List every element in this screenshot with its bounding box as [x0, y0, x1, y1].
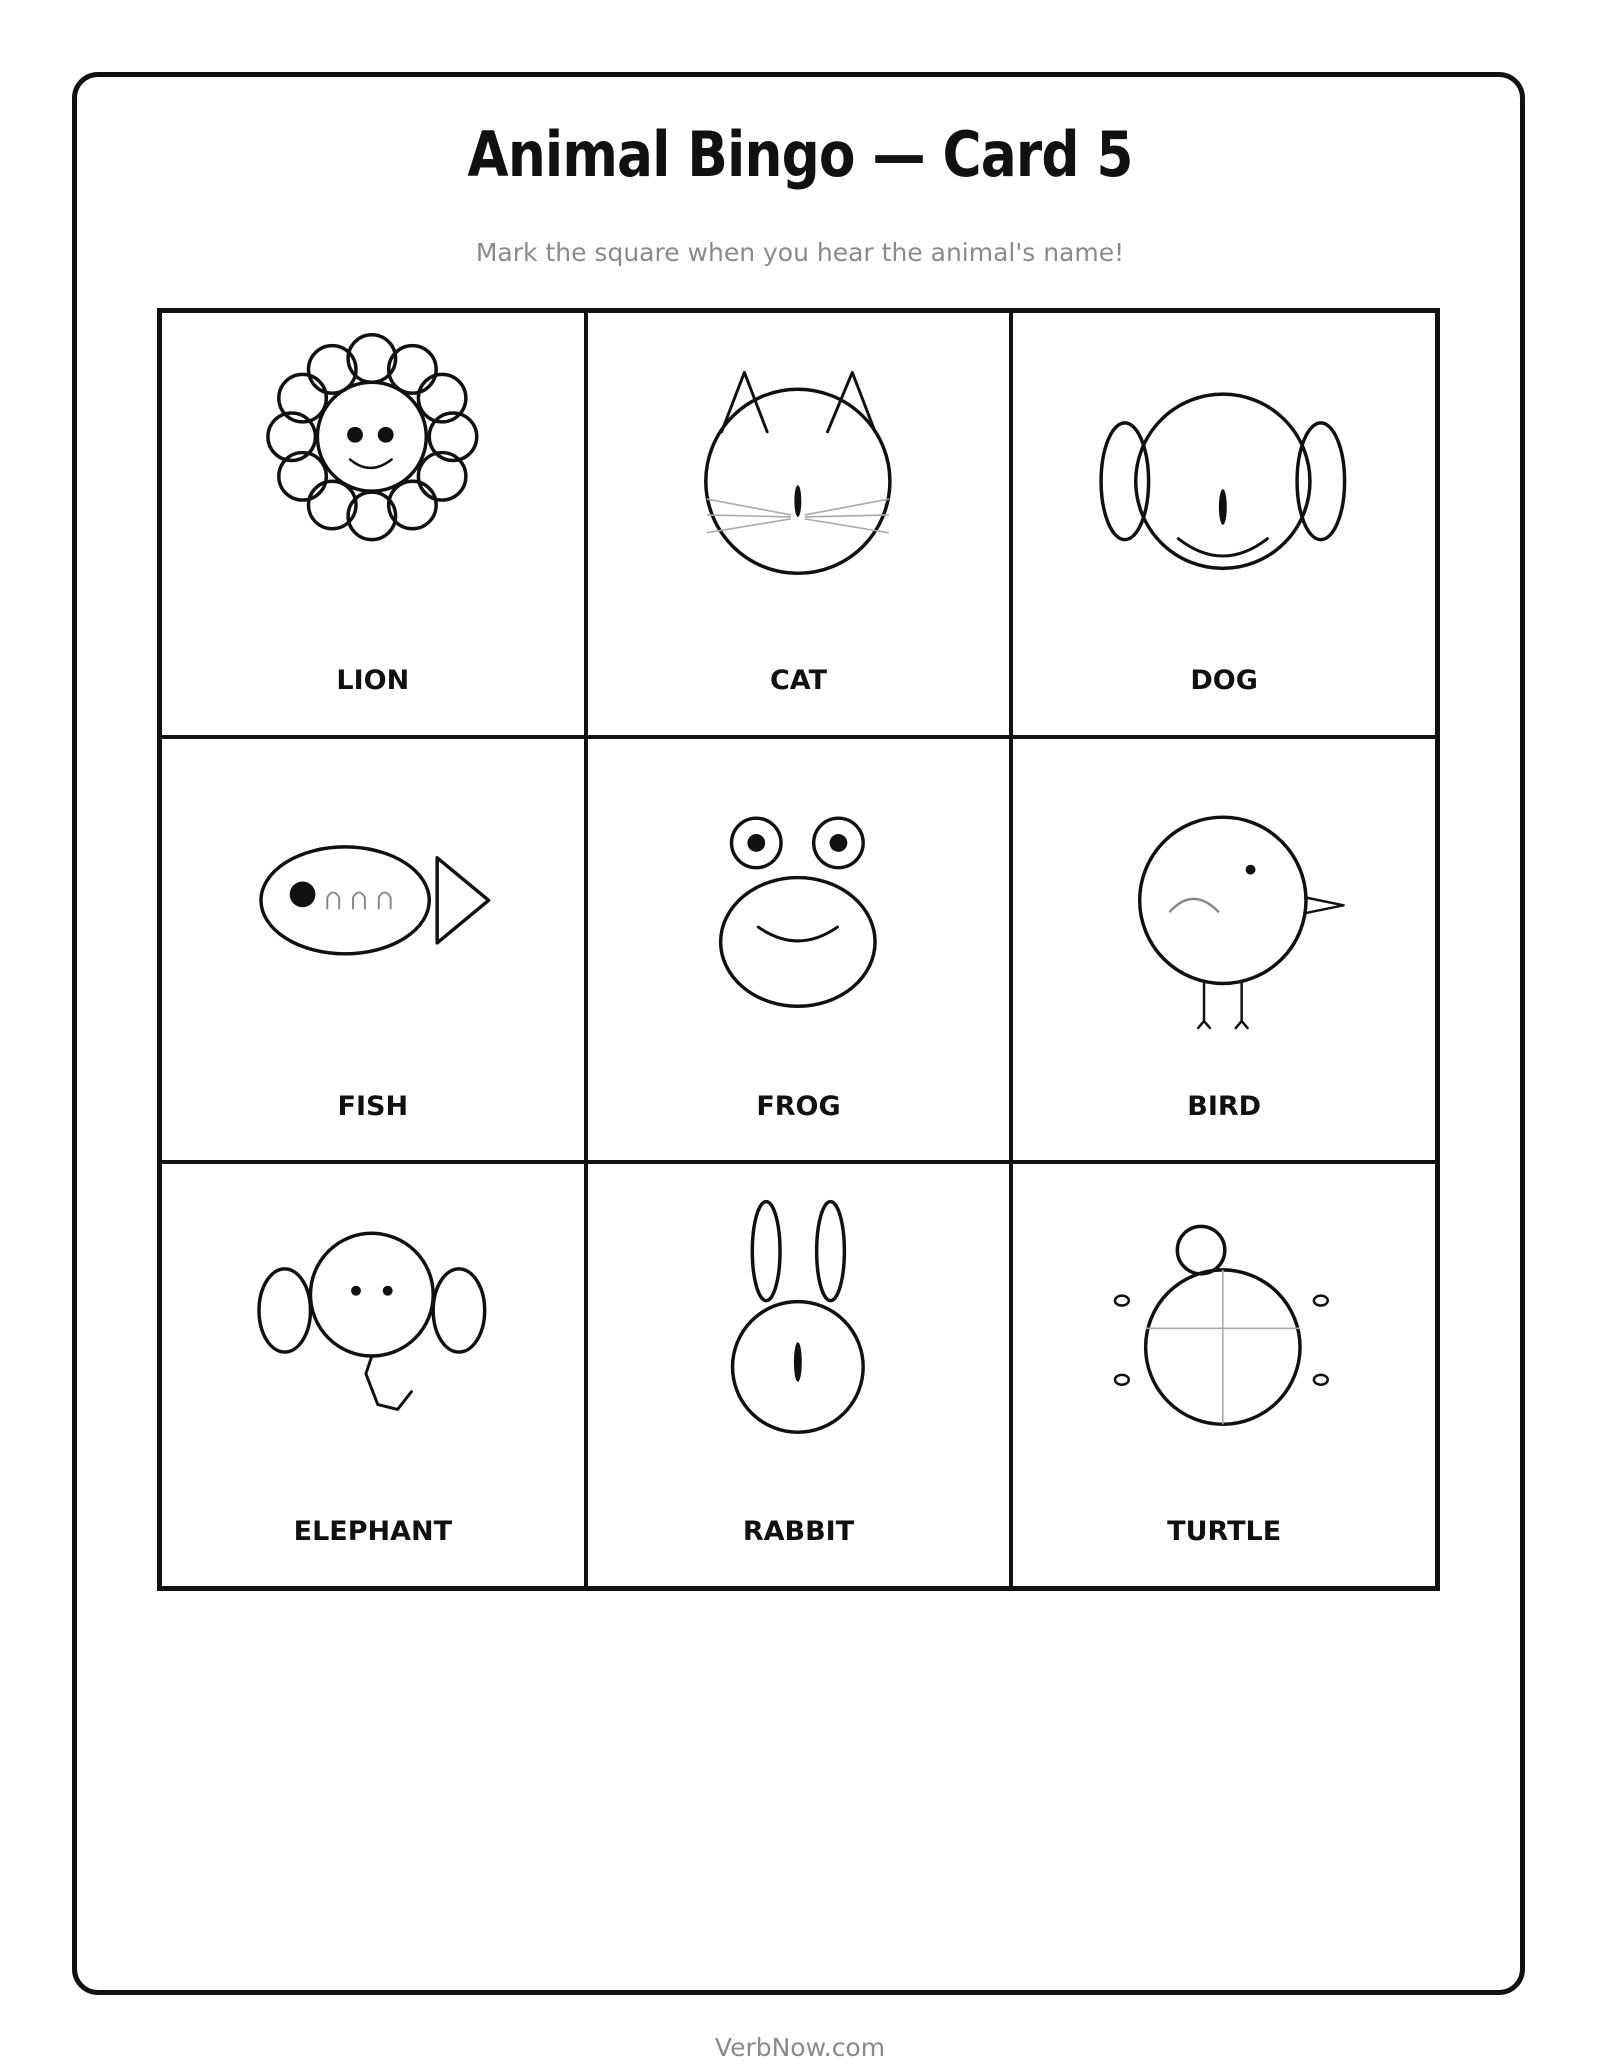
cell-label-fish: FISH: [337, 1090, 409, 1122]
bingo-cell-fish[interactable]: [160, 737, 586, 1163]
bingo-cell-turtle[interactable]: [1011, 1162, 1437, 1588]
bingo-cell-rabbit[interactable]: [586, 1162, 1012, 1588]
cell-label-elephant: ELEPHANT: [293, 1516, 453, 1548]
footer-site-name: VerbNow.com: [714, 2033, 886, 2062]
bingo-cell-lion[interactable]: [160, 311, 586, 737]
bingo-cell-dog[interactable]: [1011, 311, 1437, 737]
bingo-cell-cat[interactable]: [586, 311, 1012, 737]
cell-label-cat: CAT: [769, 665, 828, 696]
bingo-cell-bird[interactable]: [1011, 737, 1437, 1163]
bingo-cell-elephant[interactable]: [160, 1162, 586, 1588]
bingo-grid: [157, 308, 1440, 1591]
cell-label-rabbit: RABBIT: [742, 1516, 855, 1548]
cell-label-turtle: TURTLE: [1167, 1516, 1282, 1548]
page-title: Animal Bingo — Card 5: [467, 118, 1133, 191]
cell-label-frog: FROG: [756, 1090, 841, 1122]
cell-label-lion: LION: [336, 665, 410, 696]
page-subtitle: Mark the square when you hear the animal's name!: [475, 238, 1125, 267]
cell-label-bird: BIRD: [1187, 1090, 1262, 1122]
cell-label-dog: DOG: [1190, 665, 1258, 696]
bingo-cell-frog[interactable]: [586, 737, 1012, 1163]
